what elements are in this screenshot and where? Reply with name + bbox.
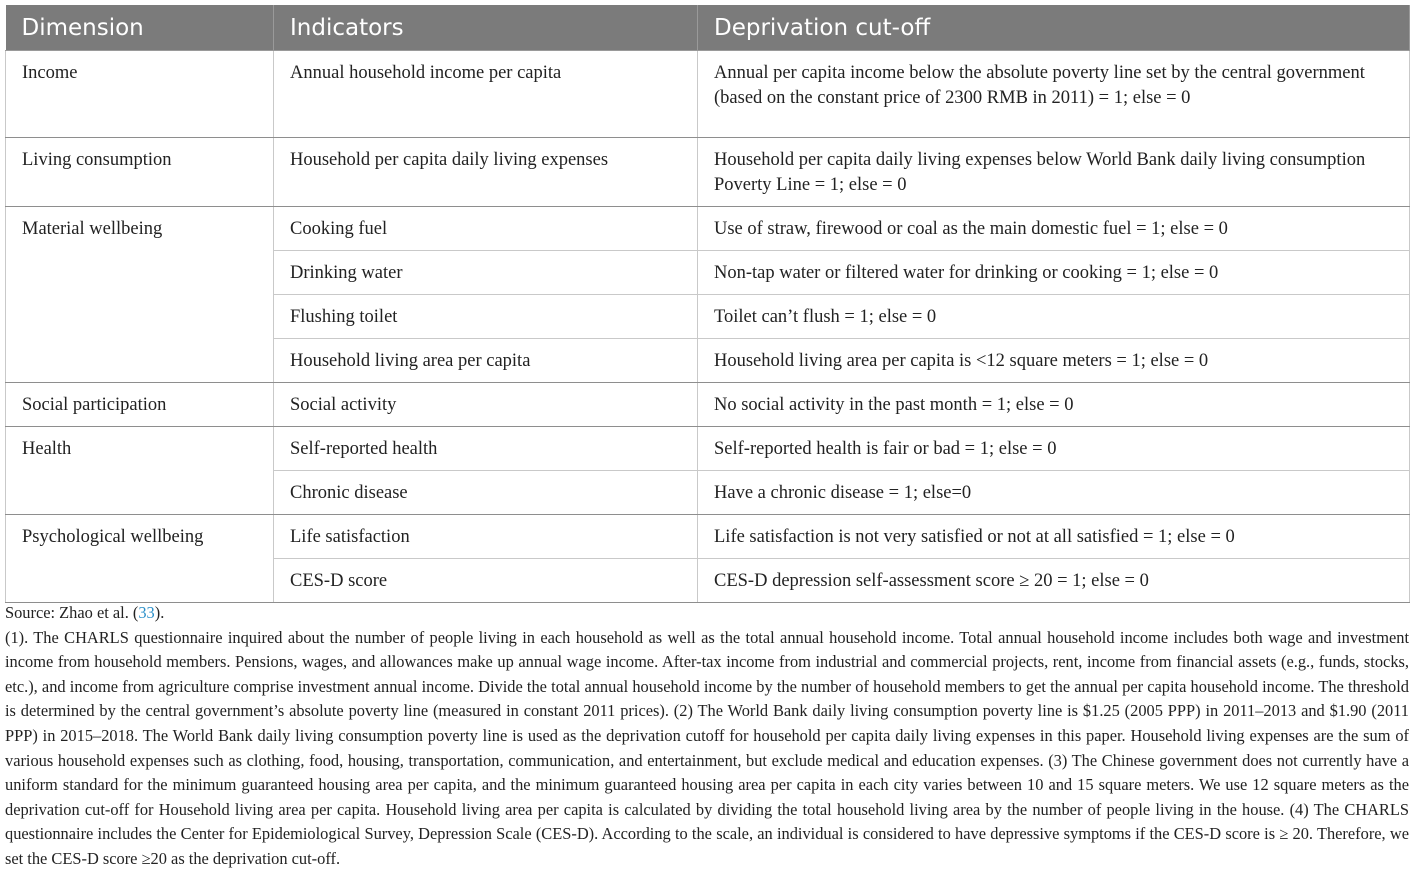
indicator-cell: Social activity — [274, 383, 698, 427]
indicator-cell: Household per capita daily living expenses — [274, 138, 698, 207]
source-prefix: Source: Zhao et al. ( — [5, 603, 139, 622]
cutoff-cell: Non-tap water or filtered water for drinking or cooking = 1; else = 0 — [698, 251, 1410, 295]
dimension-cell: Income — [6, 51, 274, 138]
table-row — [6, 51, 1410, 138]
indicator-cell: Self-reported health — [274, 427, 698, 471]
table-row — [6, 207, 1410, 251]
cutoff-cell: Have a chronic disease = 1; else=0 — [698, 471, 1410, 515]
header-cutoff: Deprivation cut-off — [698, 5, 1410, 51]
cutoff-cell: Household per capita daily living expenses below World Bank daily living consumption Poverty Line = 1; else = 0 — [698, 138, 1410, 207]
table-header — [6, 5, 1410, 51]
cutoff-cell: Use of straw, firewood or coal as the main domestic fuel = 1; else = 0 — [698, 207, 1410, 251]
deprivation-table — [5, 5, 1410, 603]
cutoff-cell: Self-reported health is fair or bad = 1; else = 0 — [698, 427, 1410, 471]
cutoff-cell: Annual per capita income below the absolute poverty line set by the central government (based on the constant price of 2300 RMB in 2011) = 1; else = 0 — [698, 51, 1410, 138]
table-row — [6, 427, 1410, 471]
indicator-cell: CES-D score — [274, 559, 698, 603]
indicator-cell: Flushing toilet — [274, 295, 698, 339]
dimension-cell: Health — [6, 427, 274, 515]
cutoff-cell: Household living area per capita is <12 square meters = 1; else = 0 — [698, 339, 1410, 383]
indicator-cell: Cooking fuel — [274, 207, 698, 251]
cutoff-cell: Life satisfaction is not very satisfied or not at all satisfied = 1; else = 0 — [698, 515, 1410, 559]
cutoff-cell: CES-D depression self-assessment score ≥ 20 = 1; else = 0 — [698, 559, 1410, 603]
cutoff-cell: No social activity in the past month = 1; else = 0 — [698, 383, 1410, 427]
dimension-cell: Living consumption — [6, 138, 274, 207]
reference-link[interactable]: 33 — [138, 603, 155, 622]
table-body — [6, 51, 1410, 603]
indicator-cell: Life satisfaction — [274, 515, 698, 559]
indicator-cell: Household living area per capita — [274, 339, 698, 383]
table-row — [6, 138, 1410, 207]
cutoff-cell: Toilet can’t flush = 1; else = 0 — [698, 295, 1410, 339]
table-footnotes — [5, 601, 1409, 872]
header-dimension: Dimension — [6, 5, 274, 51]
table-row — [6, 383, 1410, 427]
source-suffix: ). — [154, 603, 165, 622]
table-container — [5, 5, 1409, 603]
dimension-cell: Material wellbeing — [6, 207, 274, 383]
header-indicators: Indicators — [274, 5, 698, 51]
source-line — [5, 601, 1409, 626]
table-row — [6, 515, 1410, 559]
indicator-cell: Annual household income per capita — [274, 51, 698, 138]
footnote-text: (1). The CHARLS questionnaire inquired about the number of people living in each household as well as the total annual household income. Total annual household income includes both wage and investment income from household members. Pensions, wages, and allowances make up annual wage income. After-tax income from industrial and commercial projects, rent, income from financial assets (e.g., funds, stocks, etc.), and income from agriculture comprise investment annual income. Divide the total annual household income by the number of household members to get the annual per capita household income. The threshold is determined by the central government’s absolute poverty line (measured in constant 2011 prices). (2) The World Bank daily living consumption poverty line is $1.25 (2005 PPP) in 2011–2013 and $1.90 (2011 PPP) in 2015–2018. The World Bank daily living consumption poverty line is used as the deprivation cutoff for household per capita daily living expenses in this paper. Household living expenses are the sum of various household expenses such as clothing, food, housing, transportation, communication, and entertainment, but exclude medical and education expenses. (3) The Chinese government does not currently have a uniform standard for the minimum guaranteed housing area per capita, and the minimum guaranteed housing area per capita in each city varies between 10 and 15 square meters. We use 12 square meters as the deprivation cut-off for Household living area per capita. Household living area per capita is calculated by dividing the total household living area by the number of people living in the house. (4) The CHARLS questionnaire includes the Center for Epidemiological Survey, Depression Scale (CES-D). According to the scale, an individual is considered to have depressive symptoms if the CES-D score is ≥ 20. Therefore, we set the CES-D score ≥20 as the deprivation cut-off. — [5, 627, 1409, 868]
indicator-cell: Chronic disease — [274, 471, 698, 515]
indicator-cell: Drinking water — [274, 251, 698, 295]
dimension-cell: Social participation — [6, 383, 274, 427]
header-row — [6, 5, 1410, 51]
dimension-cell: Psychological wellbeing — [6, 515, 274, 603]
